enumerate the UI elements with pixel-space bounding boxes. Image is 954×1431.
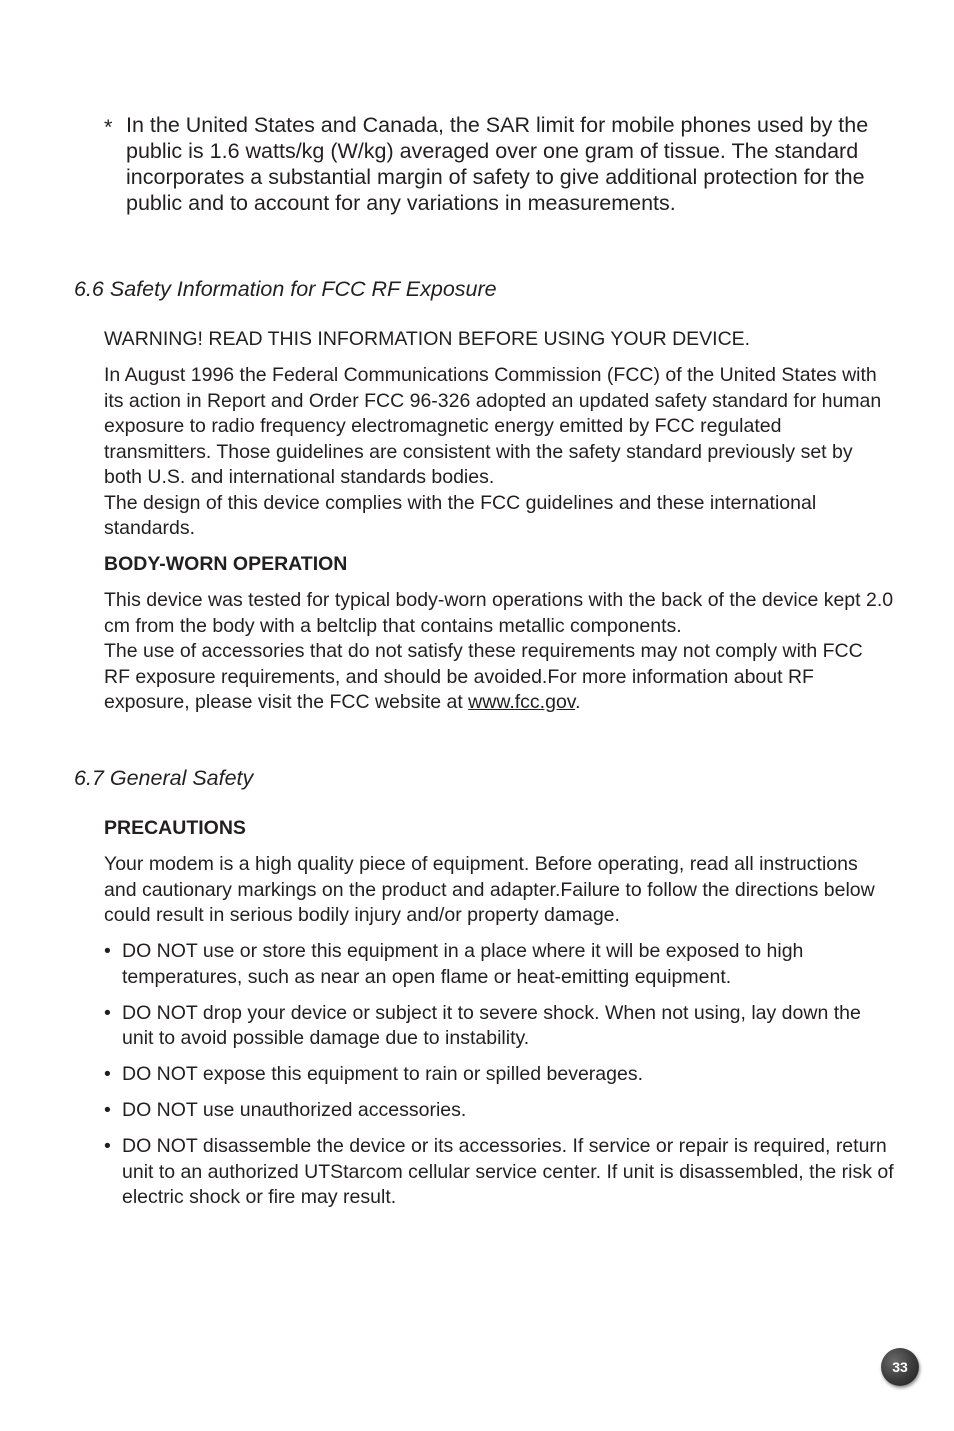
footnote-marker: *: [104, 115, 113, 139]
list-item: [104, 1134, 894, 1211]
fcc-paragraph-1: In August 1996 the Federal Communications Commission (FCC) of the United States with its action in Report and Order FCC 96-326 adopted an updated safety standard for human exposure to radio frequency electromagnetic energy emitted by FCC regulated transmitters. Those guidelines are consistent with the safety standard previously set by both U.S. and international standards bodies.: [104, 364, 882, 488]
section-6-7-body: [104, 816, 894, 929]
body-worn-paragraph-2-text: The use of accessories that do not satisfy these requirements may not comply with FCC RF exposure requirements, and should be avoided.For more information about RF exposure, please visit the FCC website at: [104, 640, 863, 713]
bullet-marker: •: [104, 1099, 111, 1121]
section-6-6-body: [104, 327, 894, 716]
list-item-text: DO NOT use unauthorized accessories.: [122, 1099, 467, 1121]
body-worn-paragraph-1: This device was tested for typical body-worn operations with the back of the device kept 2.0 cm from the body with a beltclip that contains metallic components.: [104, 589, 894, 637]
sar-footnote: [104, 112, 884, 216]
list-item: [104, 1098, 894, 1124]
section-title-6-6: 6.6 Safety Information for FCC RF Exposure: [74, 277, 497, 301]
list-item: [104, 1001, 894, 1052]
warning-text: WARNING! READ THIS INFORMATION BEFORE USING YOUR DEVICE.: [104, 328, 751, 350]
precautions-heading: PRECAUTIONS: [104, 817, 246, 839]
list-item-text: DO NOT expose this equipment to rain or spilled beverages.: [122, 1063, 643, 1085]
footnote-text: In the United States and Canada, the SAR limit for mobile phones used by the public is 1.6 watts/kg (W/kg) averaged over one gram of tissue. The standard incorporates a substantial margin of safety to give additional protection for the public and to account for any variations in measurements.: [126, 113, 869, 215]
precautions-intro: Your modem is a high quality piece of equipment. Before operating, read all instructions and cautionary markings on the product and adapter.Failure to follow the directions below could result in serious bodily injury and/or property damage.: [104, 853, 875, 926]
precautions-list: [104, 939, 894, 1221]
page-number-badge: 33: [881, 1348, 919, 1386]
list-item: [104, 1062, 894, 1088]
bullet-marker: •: [104, 940, 111, 962]
list-item: [104, 939, 894, 990]
bullet-marker: •: [104, 1063, 111, 1085]
list-item-text: DO NOT disassemble the device or its accessories. If service or repair is required, return unit to an authorized UTStarcom cellular service center. If unit is disassembled, the risk of electric shock or fire may result.: [122, 1135, 894, 1208]
bullet-marker: •: [104, 1001, 111, 1024]
section-title-6-7: 6.7 General Safety: [74, 766, 254, 790]
list-item-text: DO NOT drop your device or subject it to severe shock. When not using, lay down the unit to avoid possible damage due to instability.: [122, 1001, 861, 1049]
bullet-marker: •: [104, 1135, 111, 1157]
fcc-website-link[interactable]: www.fcc.gov: [468, 691, 576, 713]
list-item-text: DO NOT use or store this equipment in a place where it will be exposed to high temperatures, such as near an open flame or heat-emitting equipment.: [122, 940, 804, 988]
body-worn-paragraph-2: [104, 639, 894, 716]
body-worn-heading: BODY-WORN OPERATION: [104, 553, 348, 575]
link-suffix: .: [575, 691, 581, 713]
fcc-paragraph-2: The design of this device complies with the FCC guidelines and these international standards.: [104, 491, 817, 539]
